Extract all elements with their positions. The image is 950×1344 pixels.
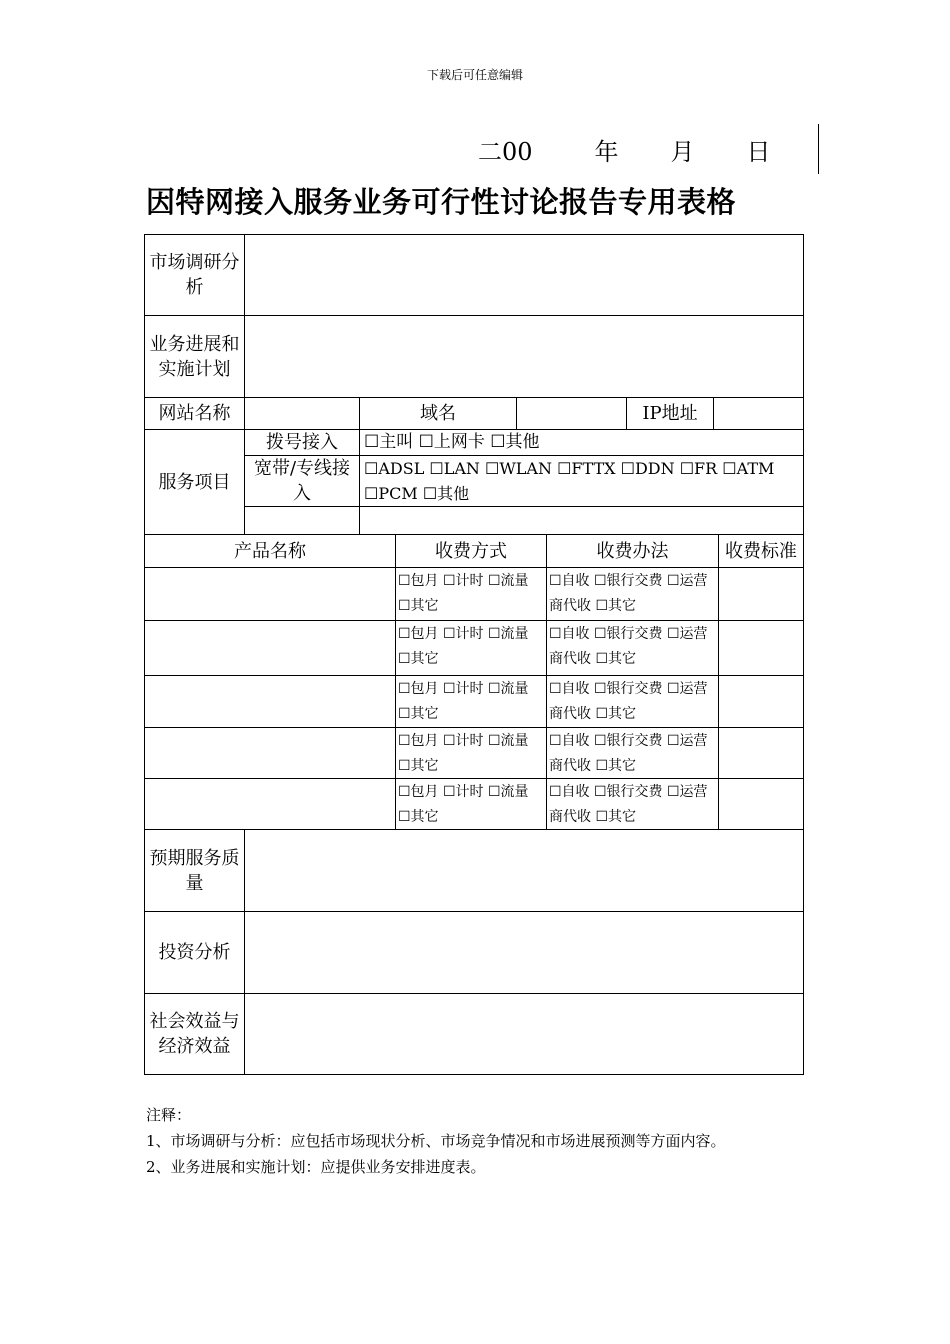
plan-label: 业务进展和实施计划	[149, 333, 240, 380]
ip-label-cell	[626, 397, 714, 430]
notes	[146, 1102, 726, 1180]
charge-method-header	[546, 534, 719, 568]
benefit-label-cell	[144, 993, 245, 1075]
margin-bar	[818, 124, 819, 174]
charge-method-options-1[interactable]: ☐自收 ☐银行交费 ☐运营商代收 ☐其它	[546, 567, 719, 621]
charge-standard-input-2[interactable]	[718, 620, 804, 676]
product-name-input-5[interactable]	[144, 778, 396, 830]
charge-standard-label: 收费标准	[725, 540, 797, 562]
ip-label: IP地址	[642, 403, 698, 424]
product-name-input-4[interactable]	[144, 727, 396, 779]
charge-mode-label: 收费方式	[435, 540, 507, 562]
date-day: 日	[746, 138, 771, 166]
investment-label-cell	[144, 911, 245, 994]
quality-label: 预期服务质量	[149, 847, 240, 894]
date-line	[478, 132, 771, 167]
page-title: 因特网接入服务业务可行性讨论报告专用表格	[146, 185, 737, 219]
broadband-options-line1[interactable]: ☐ADSL ☐LAN ☐WLAN ☐FTTX ☐DDN ☐FR ☐ATM	[364, 459, 775, 478]
notes-heading: 注释：	[146, 1106, 192, 1124]
charge-standard-input-1[interactable]	[718, 567, 804, 621]
quality-label-cell	[144, 829, 245, 912]
investment-input[interactable]	[244, 911, 804, 994]
plan-input[interactable]	[244, 315, 804, 398]
plan-label-cell	[144, 315, 245, 398]
charge-method-options-2[interactable]: ☐自收 ☐银行交费 ☐运营商代收 ☐其它	[546, 620, 719, 676]
investment-label: 投资分析	[158, 942, 231, 963]
charge-standard-input-3[interactable]	[718, 675, 804, 728]
charge-mode-header	[395, 534, 547, 568]
service-extra-input[interactable]	[359, 506, 804, 535]
report-form-table	[144, 234, 804, 1074]
service-label-cell	[144, 429, 245, 535]
site-name-input[interactable]	[244, 397, 360, 430]
charge-mode-options-5[interactable]: ☐包月 ☐计时 ☐流量 ☐其它	[395, 778, 547, 830]
site-name-label-cell	[144, 397, 245, 430]
charge-standard-input-4[interactable]	[718, 727, 804, 779]
header-note: 下载后可任意编辑	[426, 68, 523, 82]
product-name-header	[144, 534, 396, 568]
charge-mode-options-1[interactable]: ☐包月 ☐计时 ☐流量 ☐其它	[395, 567, 547, 621]
notes-line-1: 1、市场调研与分析：应包括市场现状分析、市场竞争情况和市场进展预测等方面内容。	[146, 1132, 726, 1150]
date-year: 年	[594, 138, 619, 166]
charge-method-label: 收费办法	[596, 540, 669, 562]
charge-method-options-5[interactable]: ☐自收 ☐银行交费 ☐运营商代收 ☐其它	[546, 778, 719, 830]
domain-label: 域名	[420, 403, 456, 424]
product-name-input-3[interactable]	[144, 675, 396, 728]
benefit-input[interactable]	[244, 993, 804, 1075]
date-year-prefix: 二00	[478, 138, 533, 166]
quality-input[interactable]	[244, 829, 804, 912]
broadband-label-cell	[244, 455, 360, 507]
charge-mode-options-2[interactable]: ☐包月 ☐计时 ☐流量 ☐其它	[395, 620, 547, 676]
broadband-label: 宽带/专线接入	[253, 458, 351, 504]
domain-input[interactable]	[516, 397, 627, 430]
charge-mode-options-3[interactable]: ☐包月 ☐计时 ☐流量 ☐其它	[395, 675, 547, 728]
service-label: 服务项目	[158, 471, 231, 493]
market-label-cell	[144, 234, 245, 316]
date-month: 月	[670, 138, 695, 166]
site-name-label: 网站名称	[158, 403, 231, 424]
product-name-input-1[interactable]	[144, 567, 396, 621]
charge-standard-header	[718, 534, 804, 568]
benefit-label: 社会效益与经济效益	[149, 1011, 240, 1057]
broadband-options[interactable]	[359, 455, 804, 507]
market-input[interactable]	[244, 234, 804, 316]
notes-line-2: 2、业务进展和实施计划：应提供业务安排进度表。	[146, 1158, 486, 1176]
charge-method-options-4[interactable]: ☐自收 ☐银行交费 ☐运营商代收 ☐其它	[546, 727, 719, 779]
charge-method-options-3[interactable]: ☐自收 ☐银行交费 ☐运营商代收 ☐其它	[546, 675, 719, 728]
domain-label-cell	[359, 397, 517, 430]
ip-input[interactable]	[713, 397, 804, 430]
product-name-input-2[interactable]	[144, 620, 396, 676]
dialup-label-cell	[244, 429, 360, 456]
service-extra-label-input[interactable]	[244, 506, 360, 535]
dialup-options[interactable]: ☐主叫 ☐上网卡 ☐其他	[359, 429, 804, 456]
product-name-label: 产品名称	[234, 540, 306, 562]
charge-standard-input-5[interactable]	[718, 778, 804, 830]
dialup-label: 拨号接入	[266, 432, 338, 453]
charge-mode-options-4[interactable]: ☐包月 ☐计时 ☐流量 ☐其它	[395, 727, 547, 779]
broadband-options-line2[interactable]: ☐PCM ☐其他	[364, 484, 470, 503]
market-label: 市场调研分析	[149, 252, 240, 298]
